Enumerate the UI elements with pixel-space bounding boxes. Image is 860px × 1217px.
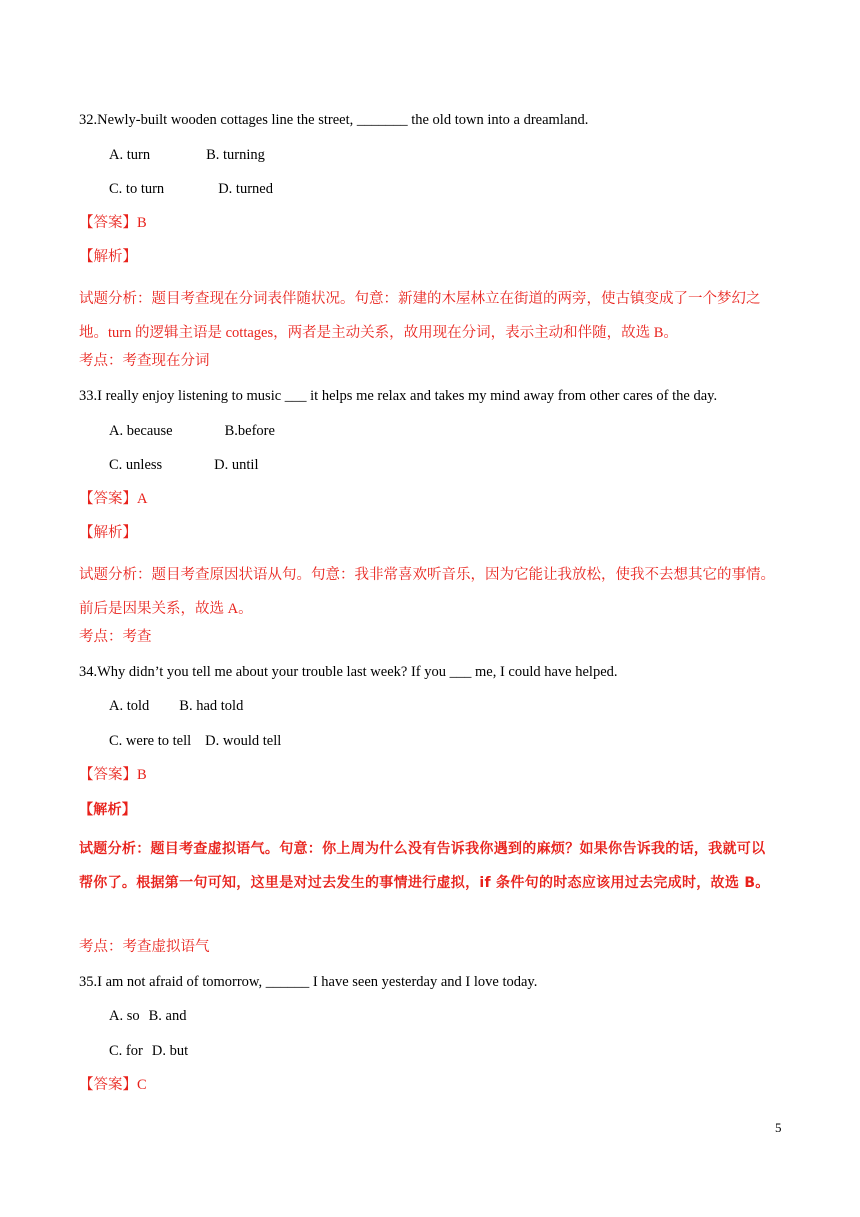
question-32-answer: 【答案】B bbox=[79, 215, 147, 231]
option-b: B. had told bbox=[179, 698, 244, 714]
option-d: D. would tell bbox=[205, 733, 282, 749]
question-32-stem: 32.Newly-built wooden cottages line the street, _______ the old town into a dreamland. bbox=[79, 112, 589, 128]
option-b: B. and bbox=[148, 1008, 187, 1024]
question-33-point: 考点：考查 bbox=[79, 629, 152, 645]
question-34-options-row1 bbox=[109, 696, 243, 716]
question-34-stem: 34.Why didn’t you tell me about your trouble last week? If you ___ me, I could have helped. bbox=[79, 664, 618, 680]
question-32-analysis-label: 【解析】 bbox=[79, 249, 137, 265]
option-a: A. because bbox=[109, 423, 173, 439]
option-d: D. turned bbox=[218, 181, 273, 197]
question-32-options-row1 bbox=[109, 145, 265, 165]
option-a: A. turn bbox=[109, 147, 151, 163]
question-34-analysis: 试题分析：题目考查虚拟语气。句意：你上周为什么没有告诉我你遇到的麻烦？如果你告诉我的话，我就可以帮你了。根据第一句可知，这里是对过去发生的事情进行虚拟，if 条件句的时态应该用过去完成时，故选 B。 bbox=[79, 841, 770, 891]
option-c: C. for bbox=[109, 1043, 143, 1059]
page-number: 5 bbox=[775, 1120, 782, 1135]
question-34-analysis-label: 【解析】 bbox=[79, 802, 137, 818]
question-34-point: 考点：考查虚拟语气 bbox=[79, 939, 210, 955]
question-34-options-row2 bbox=[109, 731, 281, 751]
option-d: D. until bbox=[214, 457, 259, 473]
question-32-options-row2 bbox=[109, 179, 273, 199]
option-a: A. told bbox=[109, 698, 150, 714]
question-32-analysis: 试题分析：题目考查现在分词表伴随状况。句意：新建的木屋林立在街道的两旁，使古镇变成了一个梦幻之地。turn 的逻辑主语是 cottages，两者是主动关系，故用现在分词，表示主动和伴随，故选 B。 bbox=[79, 291, 761, 341]
question-35-options-row1 bbox=[109, 1006, 186, 1026]
question-35-stem: 35.I am not afraid of tomorrow, ______ I have seen yesterday and I love today. bbox=[79, 974, 538, 990]
question-33-analysis: 试题分析：题目考查原因状语从句。句意：我非常喜欢听音乐，因为它能让我放松，使我不去想其它的事情。前后是因果关系，故选 A。 bbox=[79, 567, 775, 617]
question-33-options-row2 bbox=[109, 455, 258, 475]
question-32-point: 考点：考查现在分词 bbox=[79, 353, 210, 369]
option-d: D. but bbox=[151, 1043, 189, 1059]
question-33-answer: 【答案】A bbox=[79, 491, 148, 507]
question-34-answer: 【答案】B bbox=[79, 767, 147, 783]
question-33-options-row1 bbox=[109, 421, 275, 441]
option-b: B.before bbox=[224, 423, 275, 439]
question-33-analysis-label: 【解析】 bbox=[79, 525, 137, 541]
option-c: C. were to tell bbox=[109, 733, 192, 749]
option-c: C. to turn bbox=[109, 181, 165, 197]
question-33-stem: 33.I really enjoy listening to music ___ it helps me relax and takes my mind away from other cares of the day. bbox=[79, 388, 718, 404]
option-b: B. turning bbox=[206, 147, 265, 163]
option-c: C. unless bbox=[109, 457, 163, 473]
option-a: A. so bbox=[109, 1008, 140, 1024]
question-35-answer: 【答案】C bbox=[79, 1077, 147, 1093]
question-35-options-row2 bbox=[109, 1041, 188, 1061]
